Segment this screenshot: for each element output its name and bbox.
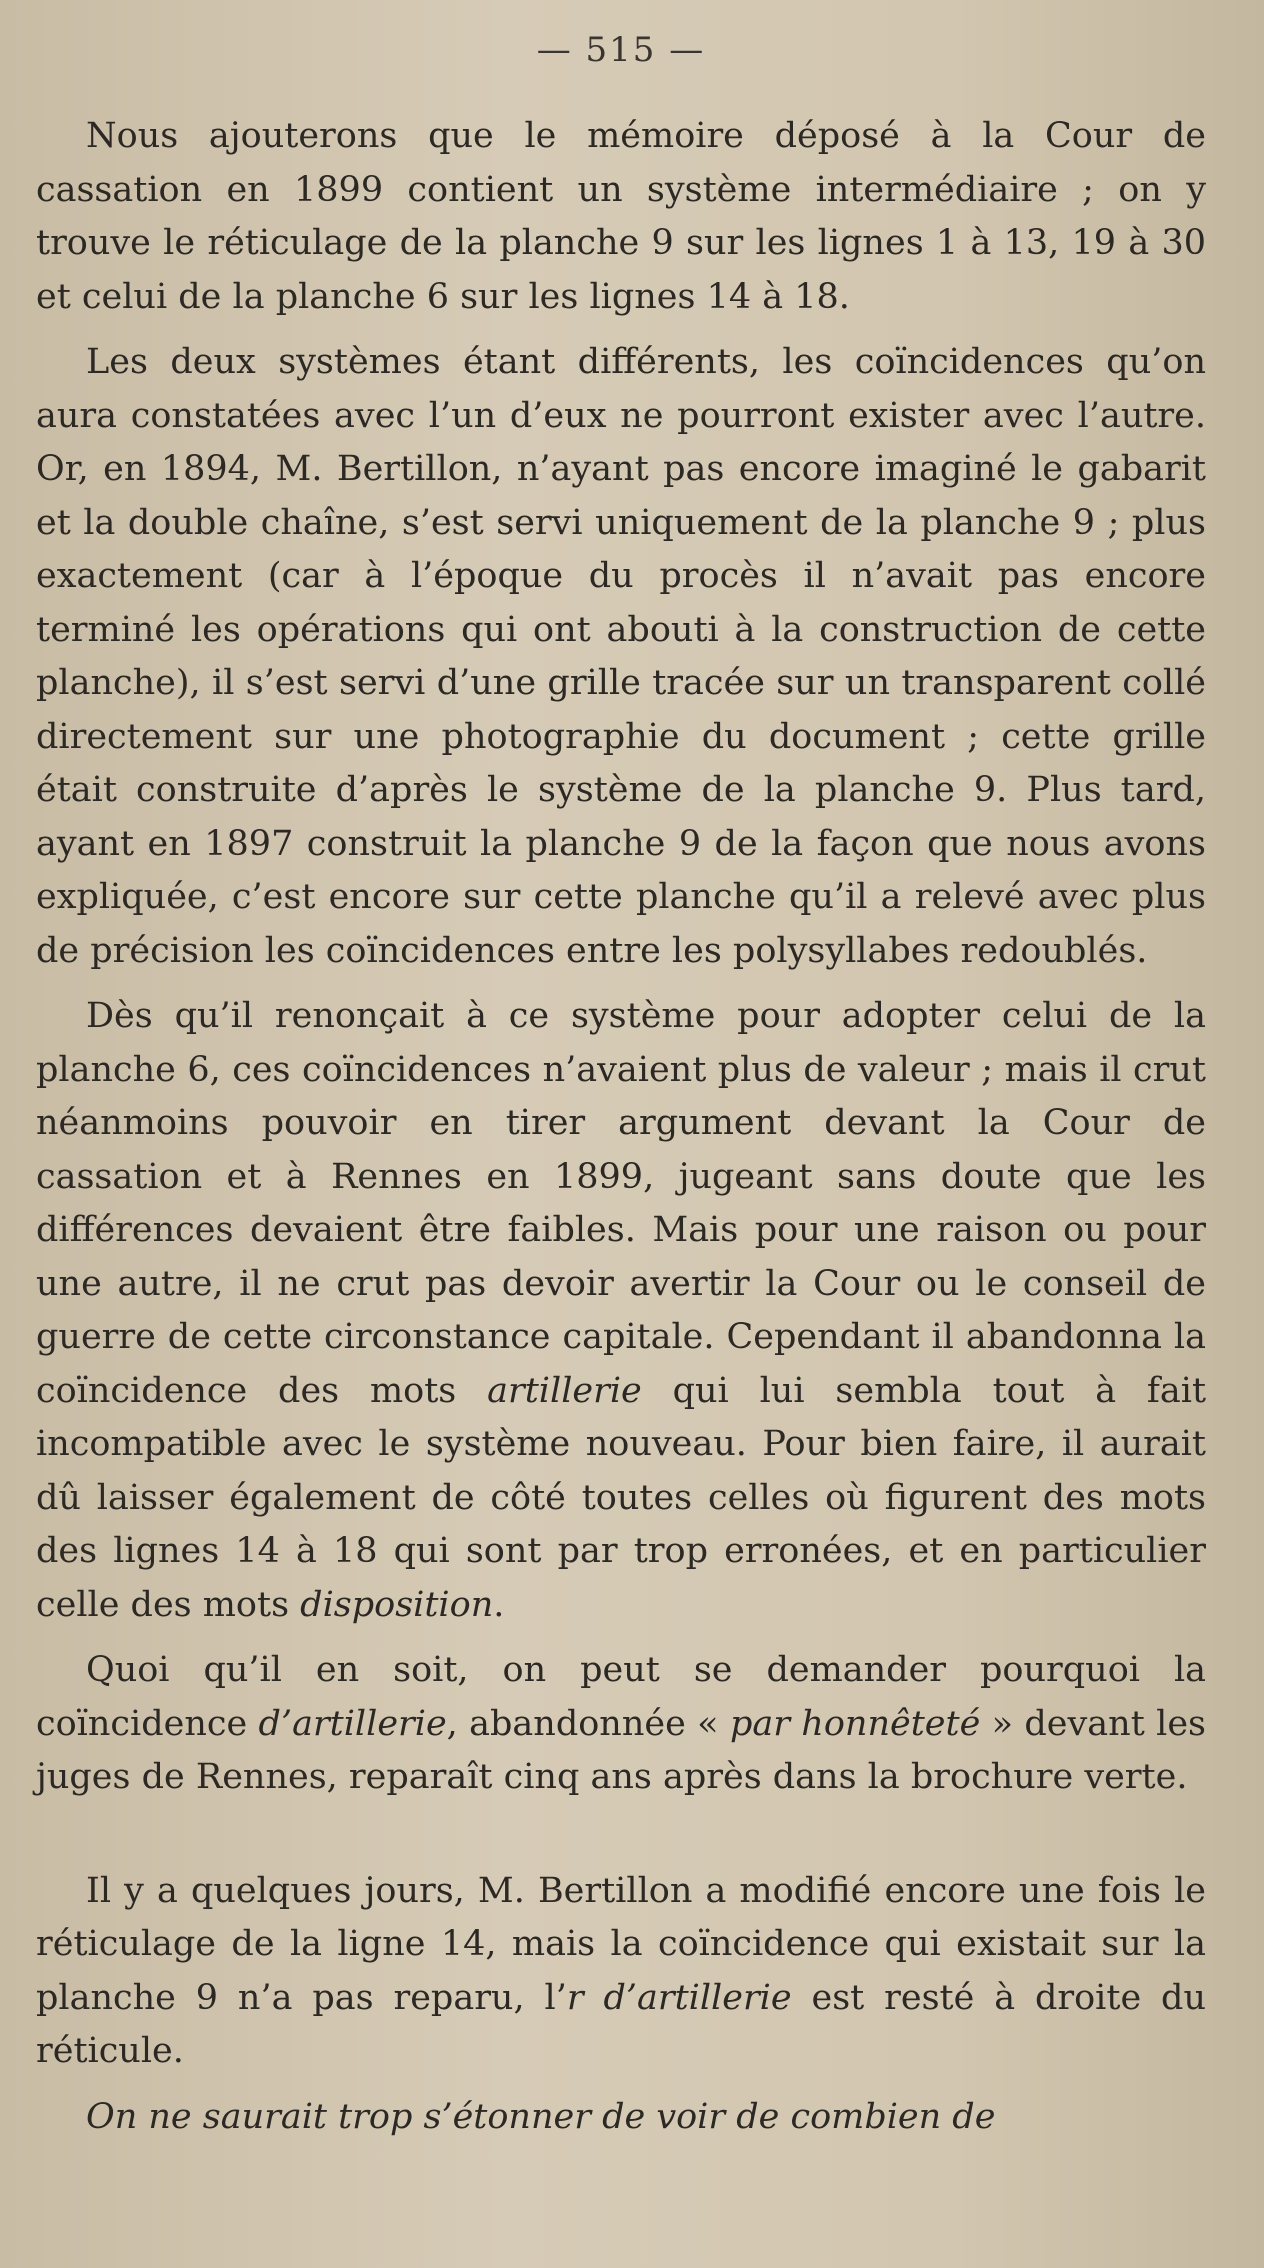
paragraph-4-emphasis-artillerie: d’artillerie [258,1703,447,1744]
paragraph-3-text-c: . [493,1584,505,1625]
paragraph-3-emphasis-artillerie: artillerie [487,1370,642,1411]
paragraph-3-text-b: qui lui sembla tout à fait incompatible avec le système nouveau. Pour bien faire, il aurait dû laisser également de côté toutes celles où figurent des mots des lignes 14 à 18 qui sont par trop erronées, et en particulier celle des mots [36,1370,1207,1625]
paragraph-4-text-a: Quoi qu’il en soit, on peut se demander pourquoi la coïncidence [36,1650,1206,1744]
paragraph-5-text-b: est resté à droite du réticule. [36,1977,1206,2071]
paragraph-3 [36,990,1206,1632]
paragraph-4 [36,1644,1206,1805]
paragraph-2: Les deux systèmes étant différents, les coïncidences qu’on aura constatées avec l’un d’eux ne pourront exister avec l’autre. Or, en 1894, M. Bertillon, n’ayant pas encore imaginé le gabarit et la double chaîne, s’est servi uniquement de la planche 9 ; plus exactement (car à l’époque du procès il n’avait pas encore terminé les opérations qui ont abouti à la construction de cette planche), il s’est servi d’une grille tracée sur un transparent collé directement sur une photographie du document ; cette grille était construite d’après le système de la planche 9. Plus tard, ayant en 1897 construit la planche 9 de la façon que nous avons expliquée, c’est encore sur cette planche qu’il a relevé avec plus de précision les coïncidences entre les polysyllabes redoublés. [36,342,1206,971]
paragraph-3-emphasis-disposition: disposition [300,1584,494,1625]
paragraph-4-text-c: » devant les juges de Rennes, reparaît cinq ans après dans la brochure verte. [36,1703,1206,1797]
paragraph-3-text-a: Dès qu’il renonçait à ce système pour adopter celui de la planche 6, ces coïncidences n’avaient plus de valeur ; mais il crut néanmoins pouvoir en tirer argument devant la Cour de cassation et à Rennes en 1899, jugeant sans doute que les différences devaient être faibles. Mais pour une raison ou pour une autre, il ne crut pas devoir avertir la Cour ou le conseil de guerre de cette circonstance capitale. Cependant il abandonna la coïncidence des mots [36,996,1206,1411]
page-number: — 515 — [536,30,706,70]
paragraph-4-emphasis-honnetete: par honnêteté [729,1703,981,1744]
paragraph-1: Nous ajouterons que le mémoire déposé à la Cour de cassation en 1899 contient un système intermédiaire ; on y trouve le réticulage de la planche 9 sur les lignes 1 à 13, 19 à 30 et celui de la planche 6 sur les lignes 14 à 18. [36,116,1206,317]
paragraph-4-text-b: , abandonnée « [446,1703,730,1744]
paragraph-5-emphasis-artillerie: r d’artillerie [566,1977,792,2018]
paragraph-5 [36,1865,1206,2079]
paragraph-5-text-a: Il y a quelques jours, M. Bertillon a modifié encore une fois le réticulage de la ligne 14, mais la coïncidence qui existait sur la planche 9 n’a pas reparu, l’ [36,1870,1206,2018]
paragraph-6: On ne saurait trop s’étonner de voir de combien de [86,2096,996,2137]
